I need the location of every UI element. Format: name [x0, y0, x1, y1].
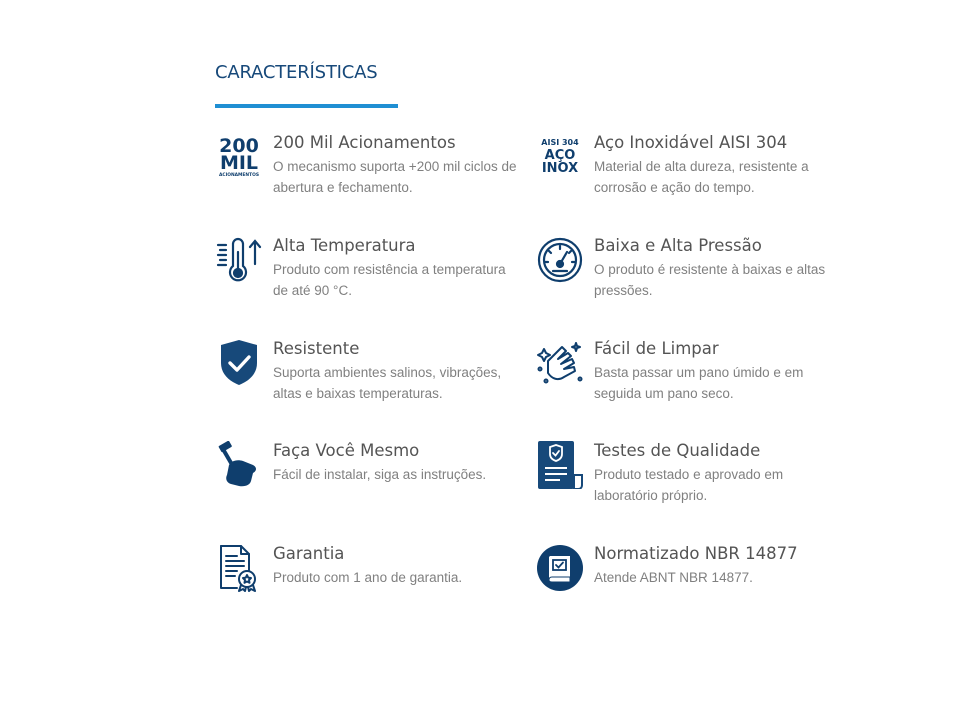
svg-text:AISI 304: AISI 304: [541, 138, 579, 147]
feature-title: Faça Você Mesmo: [273, 441, 420, 460]
feature-faca-voce-mesmo: [215, 441, 515, 511]
feature-description: Produto testado e aprovado em laboratório próprio.: [594, 467, 784, 503]
aco-inox-badge-icon: [536, 133, 584, 181]
svg-text:200: 200: [219, 135, 259, 157]
quality-certificate-icon: [536, 441, 584, 489]
feature-alta-temperatura: [215, 236, 515, 306]
svg-text:INOX: INOX: [541, 161, 579, 176]
title-underline: [215, 104, 398, 108]
feature-title: Testes de Qualidade: [594, 441, 761, 460]
feature-description: O mecanismo suporta +200 mil ciclos de abertura e fechamento.: [273, 159, 517, 195]
feature-title: 200 Mil Acionamentos: [273, 133, 456, 152]
feature-200-mil-acionamentos: [215, 133, 515, 203]
feature-resistente: [215, 339, 515, 409]
cleaning-hand-icon: [536, 339, 584, 387]
shield-check-icon: [215, 339, 263, 387]
feature-description: Atende ABNT NBR 14877.: [594, 570, 753, 585]
hammer-hand-icon: [215, 441, 263, 489]
feature-aco-inox: [536, 133, 836, 203]
feature-description: Produto com 1 ano de garantia.: [273, 570, 463, 585]
feature-description: Fácil de instalar, siga as instruções.: [273, 467, 487, 482]
200-mil-badge-icon: [215, 133, 263, 181]
feature-description: Basta passar um pano úmido e em seguida um pano seco.: [594, 365, 804, 401]
feature-title: Alta Temperatura: [273, 236, 416, 255]
feature-baixa-alta-pressao: [536, 236, 836, 306]
feature-title: Resistente: [273, 339, 360, 358]
feature-garantia: [215, 544, 515, 614]
feature-facil-de-limpar: [536, 339, 836, 409]
feature-description: Suporta ambientes salinos, vibrações, altas e baixas temperaturas.: [273, 365, 502, 401]
warranty-document-icon: [215, 544, 263, 592]
feature-description: Material de alta dureza, resistente a corrosão e ação do tempo.: [594, 159, 809, 195]
svg-text:MIL: MIL: [219, 152, 259, 174]
section-title: CARACTERÍSTICAS: [215, 62, 378, 83]
pressure-gauge-icon: [536, 236, 584, 284]
feature-title: Garantia: [273, 544, 345, 563]
thermometer-icon: [215, 236, 263, 284]
feature-normatizado-nbr: [536, 544, 836, 614]
feature-description: Produto com resistência a temperatura de até 90 °C.: [273, 262, 506, 298]
feature-testes-de-qualidade: [536, 441, 836, 511]
standard-book-icon: [536, 544, 584, 592]
svg-text:ACIONAMENTOS: ACIONAMENTOS: [219, 173, 259, 178]
feature-title: Aço Inoxidável AISI 304: [594, 133, 788, 152]
feature-title: Baixa e Alta Pressão: [594, 236, 762, 255]
feature-description: O produto é resistente à baixas e altas pressões.: [594, 262, 826, 298]
feature-title: Normatizado NBR 14877: [594, 544, 798, 563]
svg-text:AÇO: AÇO: [544, 148, 576, 163]
feature-title: Fácil de Limpar: [594, 339, 719, 358]
